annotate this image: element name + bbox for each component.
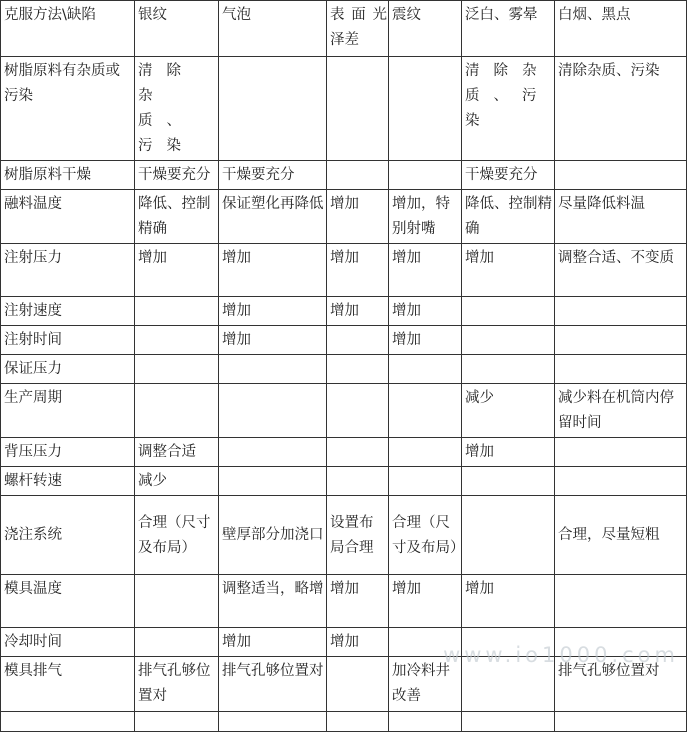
table-cell: 增加 [219, 297, 327, 326]
table-cell: 增加 [327, 575, 389, 628]
table-cell: 注射压力 [1, 244, 135, 297]
table-row [1, 190, 687, 244]
table-cell: 减少 [135, 467, 219, 496]
table-cell: 增加 [462, 575, 555, 628]
table-cell: 干燥要充分 [135, 161, 219, 190]
table-cell [389, 57, 462, 161]
table-cell [389, 384, 462, 438]
header-cell-poor-gloss: 表面光泽差 [327, 1, 389, 57]
table-cell: 融料温度 [1, 190, 135, 244]
table-cell [462, 326, 555, 355]
table-cell: 调整适当，略增 [219, 575, 327, 628]
table-cell [462, 657, 555, 712]
table-row [1, 326, 687, 355]
table-cell: 增加 [389, 244, 462, 297]
table-row [1, 575, 687, 628]
table-cell [555, 355, 687, 384]
table-cell [389, 628, 462, 657]
table-cell: 树脂原料干燥 [1, 161, 135, 190]
table-cell [219, 384, 327, 438]
table-cell: 螺杆转速 [1, 467, 135, 496]
header-cell-silver-streak: 银纹 [135, 1, 219, 57]
table-cell [555, 297, 687, 326]
table-cell: 加冷料井改善 [389, 657, 462, 712]
table-cell: 增加 [219, 244, 327, 297]
table-row [1, 467, 687, 496]
header-cell-bubble: 气泡 [219, 1, 327, 57]
table-cell: 合理（尺寸及布局） [135, 496, 219, 575]
table-cell: 调整合适 [135, 438, 219, 467]
table-row [1, 496, 687, 575]
table-row [1, 297, 687, 326]
table-header-row [1, 1, 687, 57]
table-cell [555, 628, 687, 657]
table-cell [462, 355, 555, 384]
table-cell [555, 161, 687, 190]
table-cell: 增加 [389, 297, 462, 326]
table-cell: 清除杂质、污染 [555, 57, 687, 161]
watermark-text: www.io1000.com [443, 643, 679, 667]
table-cell [555, 326, 687, 355]
table-cell: 排气孔够位置对 [219, 657, 327, 712]
header-cell-vibration-mark: 震纹 [389, 1, 462, 57]
table-cell: 增加 [462, 244, 555, 297]
table-cell: 保证塑化再降低 [219, 190, 327, 244]
table-cell [555, 712, 687, 732]
table-cell: 增加 [219, 628, 327, 657]
table-cell [135, 297, 219, 326]
table-cell: 生产周期 [1, 384, 135, 438]
table-cell [555, 575, 687, 628]
table-cell: 设置布局合理 [327, 496, 389, 575]
table-cell [135, 384, 219, 438]
table-cell: 注射时间 [1, 326, 135, 355]
table-cell [555, 438, 687, 467]
table-cell: 合理，尽量短粗 [555, 496, 687, 575]
table-cell: 壁厚部分加浇口 [219, 496, 327, 575]
table-cell [327, 384, 389, 438]
table-cell: 排气孔够位置对 [135, 657, 219, 712]
table-cell [327, 326, 389, 355]
table-row [1, 57, 687, 161]
table-cell [389, 355, 462, 384]
table-cell: 增加 [389, 326, 462, 355]
table-cell: 减少料在机筒内停留时间 [555, 384, 687, 438]
table-cell: 增加 [327, 190, 389, 244]
table-cell: 清除杂质、污染 [462, 57, 555, 161]
table-cell [327, 712, 389, 732]
table-cell: 增加 [389, 575, 462, 628]
table-cell: 增加 [327, 297, 389, 326]
table-cell [462, 628, 555, 657]
table-cell [219, 355, 327, 384]
table-cell [462, 712, 555, 732]
table-cell [389, 161, 462, 190]
table-cell [555, 467, 687, 496]
table-cell: 降低、控制精确 [135, 190, 219, 244]
table-cell: 保证压力 [1, 355, 135, 384]
table-cell: 增加 [219, 326, 327, 355]
table-cell [327, 57, 389, 161]
table-cell: 增加 [327, 244, 389, 297]
table-cell [135, 712, 219, 732]
table-cell [219, 57, 327, 161]
header-cell-method: 克服方法\缺陷 [1, 1, 135, 57]
table-cell [219, 467, 327, 496]
table-cell [389, 467, 462, 496]
table-cell [135, 628, 219, 657]
table-cell [327, 438, 389, 467]
table-cell [135, 575, 219, 628]
table-row [1, 244, 687, 297]
table-cell: 模具温度 [1, 575, 135, 628]
table-cell: 增加，特别射嘴 [389, 190, 462, 244]
table-cell: 干燥要充分 [219, 161, 327, 190]
table-cell [389, 438, 462, 467]
table-cell: 减少 [462, 384, 555, 438]
table-cell: 增加 [135, 244, 219, 297]
table-cell: 浇注系统 [1, 496, 135, 575]
table-cell [389, 712, 462, 732]
table-cell: 清除杂质、污染 [135, 57, 219, 161]
table-cell [462, 496, 555, 575]
table-row [1, 355, 687, 384]
table-cell: 排气孔够位置对 [555, 657, 687, 712]
table-cell: 尽量降低料温 [555, 190, 687, 244]
table-cell [135, 355, 219, 384]
table-cell [135, 326, 219, 355]
table-row [1, 628, 687, 657]
table-cell [327, 657, 389, 712]
table-cell: 冷却时间 [1, 628, 135, 657]
table-cell: 降低、控制精确 [462, 190, 555, 244]
table-cell [219, 438, 327, 467]
table-cell: 增加 [327, 628, 389, 657]
table-row [1, 161, 687, 190]
table-row [1, 438, 687, 467]
table-cell [462, 297, 555, 326]
table-cell: 增加 [462, 438, 555, 467]
header-cell-white-smoke-black-spot: 白烟、黑点 [555, 1, 687, 57]
table-cell [219, 712, 327, 732]
table-cell [462, 467, 555, 496]
table-cell [1, 712, 135, 732]
table-row [1, 712, 687, 732]
header-cell-whitening-haze: 泛白、雾晕 [462, 1, 555, 57]
table-cell: 干燥要充分 [462, 161, 555, 190]
table-cell: 树脂原料有杂质或污染 [1, 57, 135, 161]
table-cell [327, 161, 389, 190]
table-cell: 调整合适、不变质 [555, 244, 687, 297]
table-row [1, 657, 687, 712]
table-cell: 背压压力 [1, 438, 135, 467]
table-cell [327, 467, 389, 496]
table-cell: 注射速度 [1, 297, 135, 326]
table-cell: 合理（尺寸及布局） [389, 496, 462, 575]
table-cell [327, 355, 389, 384]
table-cell: 模具排气 [1, 657, 135, 712]
table-row [1, 384, 687, 438]
